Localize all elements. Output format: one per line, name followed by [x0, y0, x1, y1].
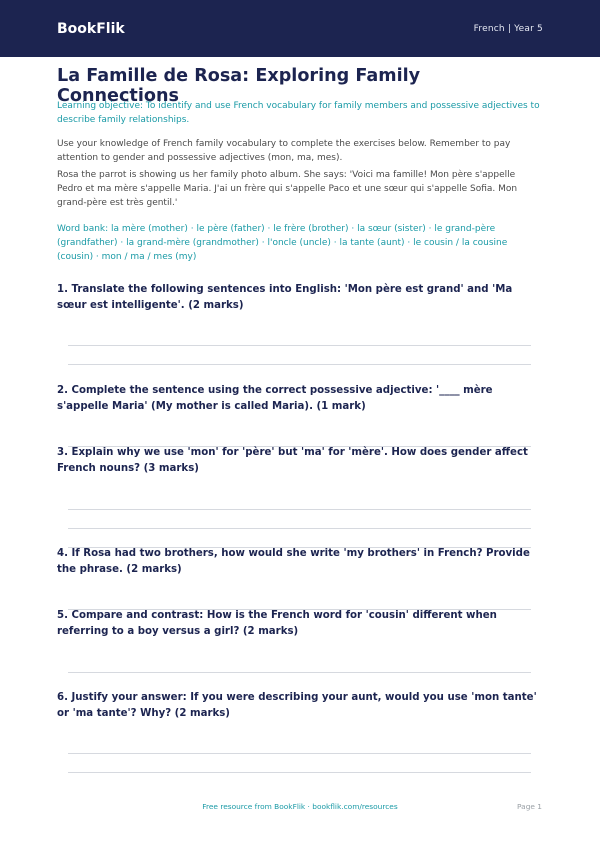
subject-year-label: French | Year 5	[473, 23, 543, 34]
instructions: Use your knowledge of French family vocabulary to complete the exercises below. Remember to pay attention to gender and possessive adjectives (mon, ma, mes).	[57, 139, 511, 164]
question-1: 1. Translate the following sentences into English: 'Mon père est grand' and 'Ma sœur est intelligente'. (2 marks)	[57, 284, 513, 311]
answer-line[interactable]	[68, 345, 531, 346]
answer-line[interactable]	[68, 772, 531, 773]
footer-link[interactable]: Free resource from BookFlik · bookflik.com/resources	[202, 802, 398, 811]
answer-line[interactable]	[68, 509, 531, 510]
answer-line[interactable]	[68, 364, 531, 365]
question-6: 6. Justify your answer: If you were describing your aunt, would you use 'mon tante' or 'ma tante'? Why? (2 marks)	[57, 692, 537, 719]
word-bank: Word bank: la mère (mother) · le père (father) · le frère (brother) · la sœur (sister) · le grand-père (grandfather) · la grand-mère (grandmother) · l'oncle (uncle) · la tante (aunt) · le cousin / la cousine (cousin) · mon / ma / mes (my)	[57, 224, 508, 263]
answer-line[interactable]	[68, 672, 531, 673]
answer-line[interactable]	[68, 753, 531, 754]
page-header	[0, 0, 600, 57]
question-5: 5. Compare and contrast: How is the French word for 'cousin' different when referring to a boy versus a girl? (2 marks)	[57, 610, 497, 637]
question-2: 2. Complete the sentence using the correct possessive adjective: '____ mère s'appelle Maria' (My mother is called Maria). (1 mark)	[57, 385, 493, 412]
answer-line[interactable]	[68, 528, 531, 529]
story-paragraph: Rosa the parrot is showing us her family photo album. She says: 'Voici ma famille! Mon père s'appelle Pedro et ma mère s'appelle Maria. J'ai un frère qui s'appelle Paco et une sœur qui s'appelle Sofia. Mon grand-père est très gentil.'	[57, 170, 518, 209]
question-3: 3. Explain why we use 'mon' for 'père' but 'ma' for 'mère'. How does gender affect French nouns? (3 marks)	[57, 447, 528, 474]
question-4: 4. If Rosa had two brothers, how would she write 'my brothers' in French? Provide the phrase. (2 marks)	[57, 548, 530, 575]
worksheet-title: La Famille de Rosa: Exploring Family Connections	[57, 66, 421, 106]
page-number: Page 1	[517, 802, 542, 811]
learning-objective: Learning objective: To identify and use French vocabulary for family members and possessive adjectives to describe family relationships.	[57, 101, 540, 126]
brand-logo: BookFlik	[57, 20, 125, 37]
